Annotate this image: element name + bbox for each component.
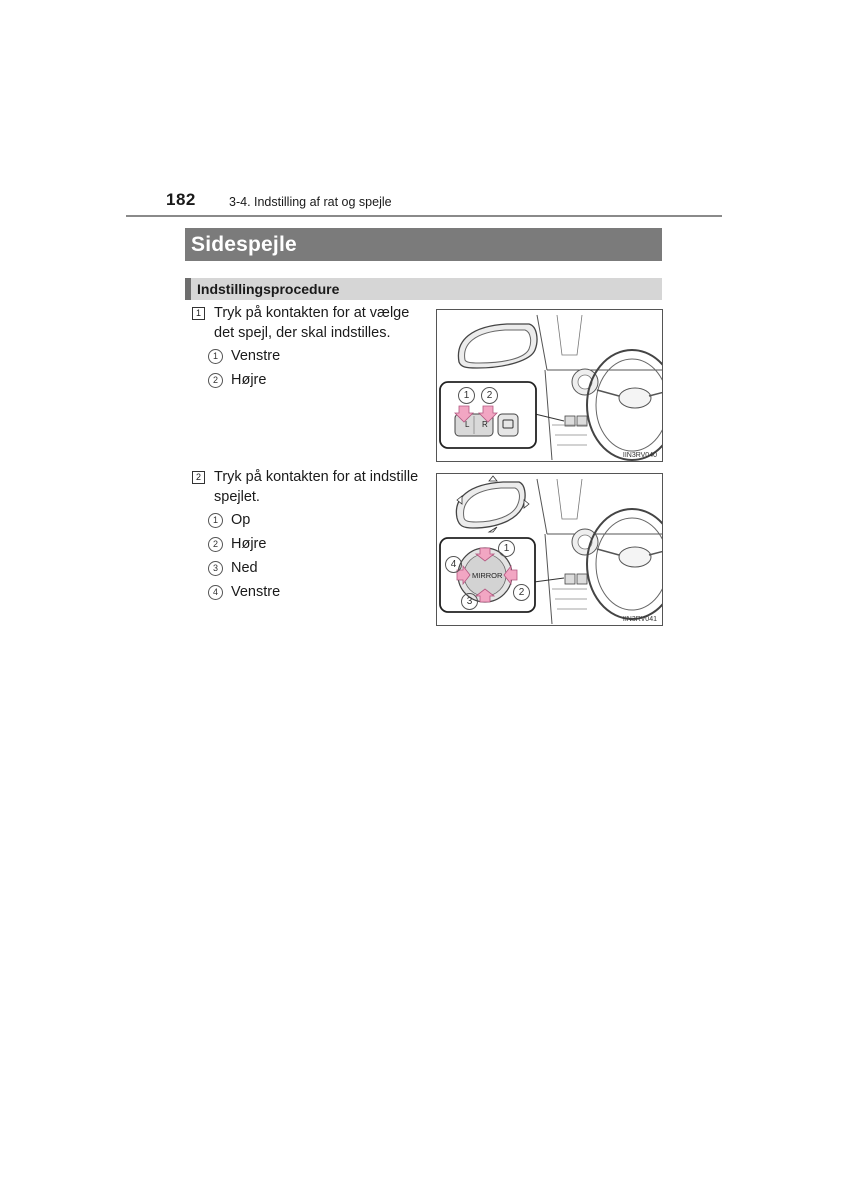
dial-label: MIRROR <box>472 571 503 580</box>
figure-callout-3: 3 <box>461 593 478 610</box>
list-item <box>208 582 280 602</box>
step-2-items <box>208 510 280 602</box>
item-label: Højre <box>231 536 267 552</box>
step-1-number: 1 <box>192 307 205 320</box>
figure-mirror-select <box>436 309 663 462</box>
item-number-circle: 2 <box>208 537 223 552</box>
subheading: Indstillingsprocedure <box>197 281 340 297</box>
list-item <box>208 558 280 578</box>
item-label: Venstre <box>231 584 281 600</box>
step-1-text-line2: det spejl, der skal indstilles. <box>214 325 391 341</box>
page-number: 182 <box>166 190 196 209</box>
list-item <box>208 534 280 554</box>
figure-mirror-adjust <box>436 473 663 626</box>
list-item <box>208 370 280 390</box>
list-item <box>208 510 280 530</box>
item-label: Op <box>231 512 251 528</box>
item-number-circle: 1 <box>208 513 223 528</box>
figure-code: IIN3RV040 <box>622 452 657 459</box>
figure-callout-2: 2 <box>481 387 498 404</box>
item-label: Højre <box>231 372 267 388</box>
step-1-text-line1: Tryk på kontakten for at vælge <box>214 305 410 321</box>
subheading-bar <box>185 278 662 300</box>
switch-label-left: L <box>465 420 470 429</box>
item-label: Venstre <box>231 348 281 364</box>
step-2-number: 2 <box>192 471 205 484</box>
step-1-items <box>208 346 280 390</box>
section-breadcrumb: 3-4. Indstilling af rat og spejle <box>229 195 392 209</box>
figure-callout-4: 4 <box>445 556 462 573</box>
step-2-text-line1: Tryk på kontakten for at indstille <box>214 469 419 485</box>
item-number-circle: 3 <box>208 561 223 576</box>
header-divider <box>126 215 722 217</box>
item-number-circle: 4 <box>208 585 223 600</box>
item-number-circle: 1 <box>208 349 223 364</box>
figure-code: IIN3RV041 <box>622 616 657 623</box>
figure-callout-2: 2 <box>513 584 530 601</box>
page-title-bar <box>185 228 662 261</box>
mirror-select-illustration <box>437 310 662 461</box>
item-number-circle: 2 <box>208 373 223 388</box>
item-label: Ned <box>231 560 258 576</box>
figure-callout-1: 1 <box>458 387 475 404</box>
figure-callout-1: 1 <box>498 540 515 557</box>
step-2-text-line2: spejlet. <box>214 489 260 505</box>
list-item <box>208 346 280 366</box>
switch-label-right: R <box>482 420 488 429</box>
page-title: Sidespejle <box>191 232 297 256</box>
